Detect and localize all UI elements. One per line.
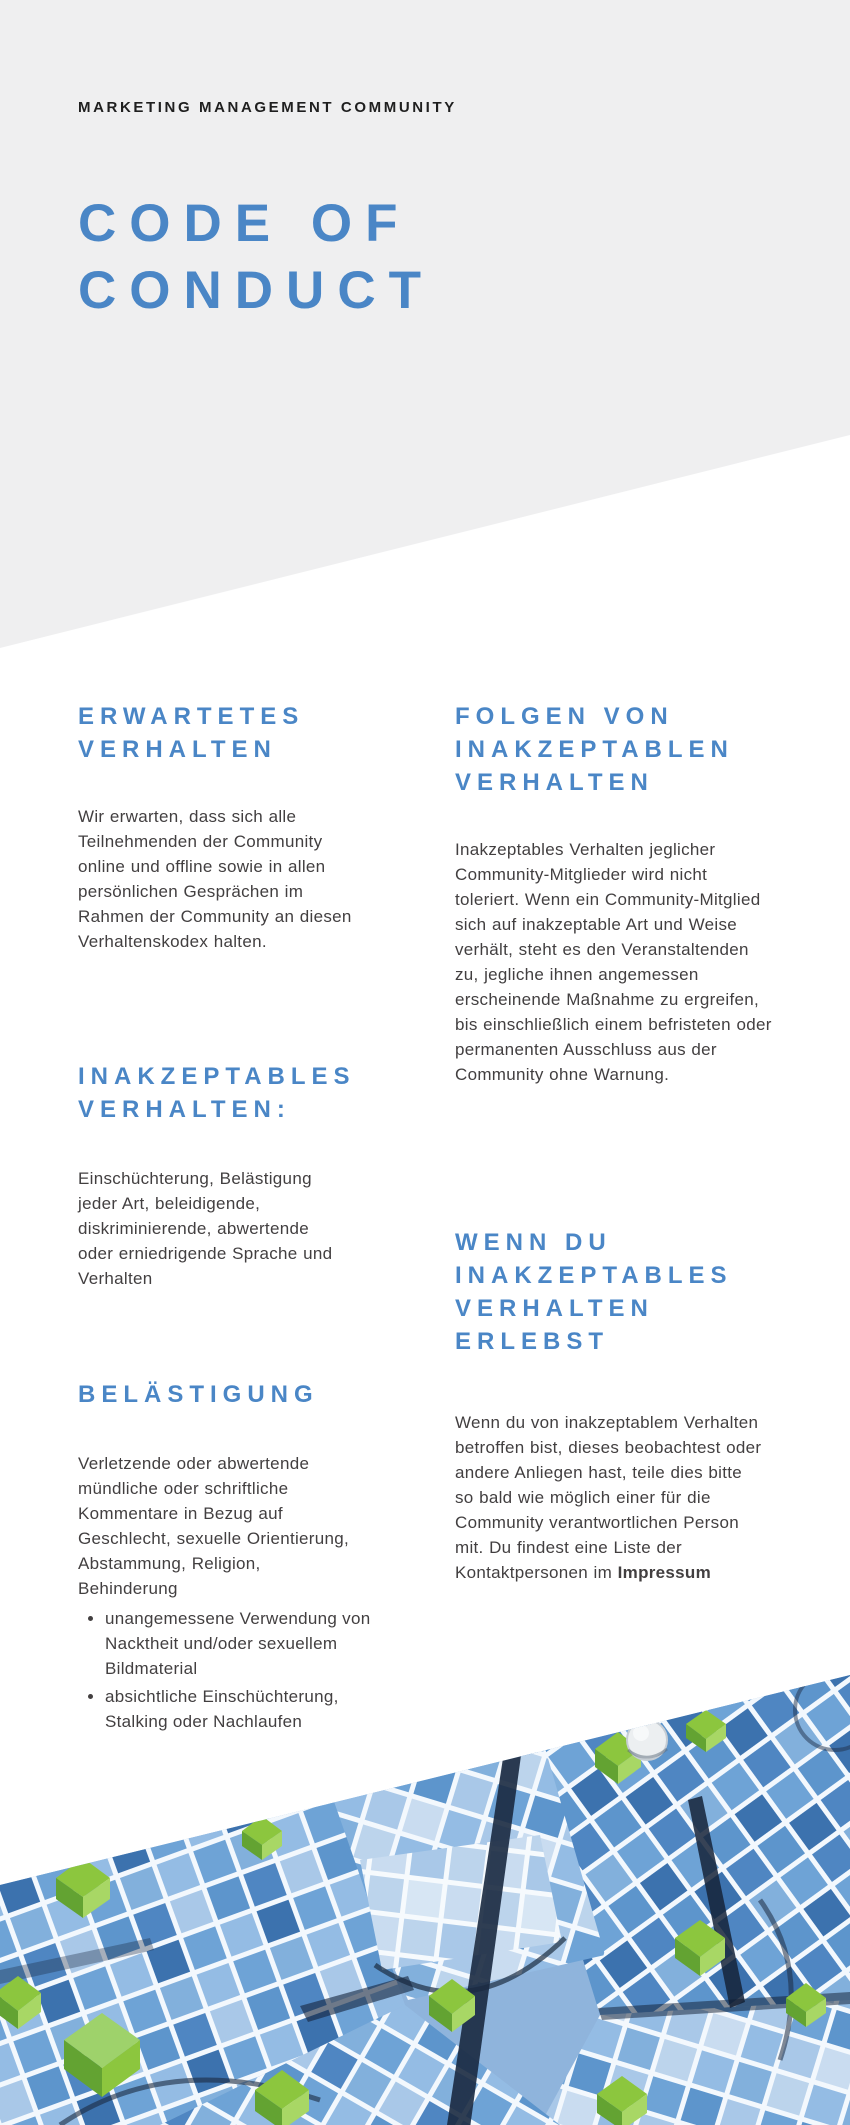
mosaic-tiles-photo xyxy=(0,1670,850,2125)
impressum-label: Impressum xyxy=(617,1563,712,1582)
section-consequences xyxy=(455,700,785,1087)
report-behavior-text: Wenn du von inakzeptablem Verhalten betroffen bist, dieses beobachtest oder andere Anliegen hast, teile dies bitte so bald wie möglich einer für die Community verantwortlichen Person mit. Du findest eine Liste der Kontaktpersonen im xyxy=(455,1413,762,1582)
harassment-body: Verletzende oder abwertende mündliche oder schriftliche Kommentare in Bezug auf Geschlecht, sexuelle Orientierung, Abstammung, Religion, Behinderung xyxy=(78,1454,350,1598)
section-expected-behavior xyxy=(78,700,378,954)
page-title xyxy=(78,190,434,324)
harassment-bullet-item: • unangemessene Verwendung von Nacktheit und/oder sexuellem Bildmaterial xyxy=(105,1606,393,1681)
section-unacceptable-behavior xyxy=(78,1060,388,1291)
report-behavior-heading: WENN DU INAKZEPTABLES VERHALTEN ERLEBST xyxy=(455,1229,733,1355)
expected-behavior-heading: ERWARTETES VERHALTEN xyxy=(78,703,305,763)
section-report-behavior xyxy=(455,1226,790,1585)
report-behavior-body xyxy=(455,1410,765,1585)
title-line-2: CONDUCT xyxy=(78,261,434,320)
unacceptable-behavior-heading: INAKZEPTABLES VERHALTEN: xyxy=(78,1063,356,1123)
consequences-body: Inakzeptables Verhalten jeglicher Community-Mitglieder wird nicht toleriert. Wenn ein Community-Mitglied sich auf inakzeptable Art und Weise verhält, steht es den Veranstaltenden zu, jegliche ihnen angemessen erscheinende Maßnahme zu ergreifen, bis einschließlich einem befristeten oder permanenten Ausschluss aus der Community ohne Warnung. xyxy=(455,840,772,1084)
expected-behavior-body: Wir erwarten, dass sich alle Teilnehmenden der Community online und offline sowie in allen persönlichen Gesprächen im Rahmen der Community an diesen Verhaltenskodex halten. xyxy=(78,807,352,951)
unacceptable-behavior-body: Einschüchterung, Belästigung jeder Art, beleidigende, diskriminierende, abwertende oder erniedrigende Sprache und Verhalten xyxy=(78,1169,333,1288)
consequences-heading: FOLGEN VON INAKZEPTABLEN VERHALTEN xyxy=(455,703,734,796)
brand-label: MARKETING MANAGEMENT COMMUNITY xyxy=(78,99,457,116)
harassment-heading: BELÄSTIGUNG xyxy=(78,1381,319,1408)
harassment-bullet-item: • absichtliche Einschüchterung, Stalking oder Nachlaufen xyxy=(105,1684,393,1734)
title-line-1: CODE OF xyxy=(78,194,411,253)
